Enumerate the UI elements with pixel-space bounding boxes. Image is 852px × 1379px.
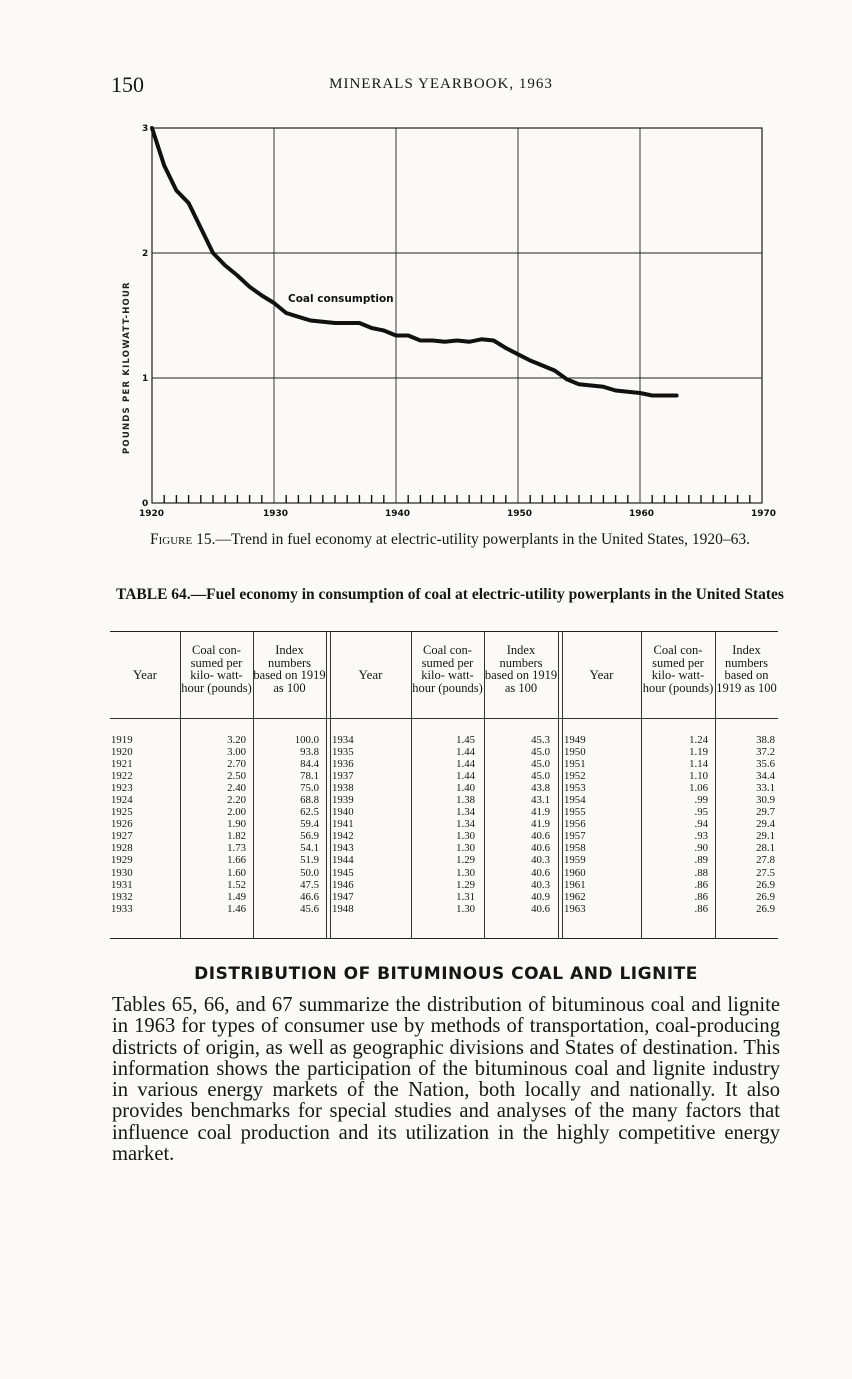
series-line-coal-consumption	[152, 128, 677, 396]
figure-caption	[110, 531, 790, 549]
page-number: 150	[111, 72, 144, 97]
y-tick-label: 2	[142, 249, 149, 259]
header-coal: Coal con- sumed per kilo- watt-hour (pounds)	[412, 643, 483, 695]
table-col-divider	[558, 632, 559, 938]
figure-label: Figure 15.	[150, 531, 216, 548]
plot-frame	[152, 128, 762, 503]
header-index: Index numbers based on 1919 as 100	[253, 643, 326, 695]
data-table	[110, 632, 778, 938]
x-tick-label: 1960	[629, 509, 655, 519]
coal-column: 1.24 1.19 1.14 1.10 1.06 .99 .95 .94 .93 .90 .89 .88 .86 .86 .86	[689, 734, 708, 915]
x-tick-label: 1950	[507, 509, 533, 519]
coal-column: 1.45 1.44 1.44 1.44 1.40 1.38 1.34 1.34 1.30 1.30 1.29 1.30 1.29 1.31 1.30	[456, 734, 475, 915]
table-header-rule	[110, 718, 778, 719]
y-tick-label: 0	[142, 499, 149, 509]
running-title: MINERALS YEARBOOK, 1963	[329, 76, 553, 92]
body-paragraph: Tables 65, 66, and 67 summarize the distribution of bituminous coal and lignite in 1963 for types of consumer use by methods of transportation, coal-producing districts of origin, as well as geographic divisions and States of destination. This information shows the participation of the bituminous coal and lignite industry in various energy markets of the Nation, both locally and nationally. It also provides benchmarks for special studies and analyses of the many factors that influence coal production and its utilization in the highly competitive energy market.	[112, 994, 780, 1166]
figure-caption-text: —Trend in fuel economy at electric-utility powerplants in the United States, 1920–63.	[215, 531, 750, 548]
y-tick-label: 3	[142, 124, 149, 134]
y-tick-label: 1	[142, 374, 149, 384]
index-column: 38.8 37.2 35.6 34.4 33.1 30.9 29.7 29.4 29.1 28.1 27.8 27.5 26.9 26.9 26.9	[756, 734, 775, 915]
header-index: Index numbers based on 1919 as 100	[484, 643, 558, 695]
x-tick-label: 1920	[139, 509, 165, 519]
index-column: 45.3 45.0 45.0 45.0 43.8 43.1 41.9 41.9 40.6 40.6 40.3 40.6 40.3 40.9 40.6	[531, 734, 550, 915]
section-title: DISTRIBUTION OF BITUMINOUS COAL AND LIGNITE	[194, 964, 698, 984]
table-bottom-rule	[110, 938, 778, 939]
chart-ticks	[164, 495, 750, 503]
y-axis-label: POUNDS PER KILOWATT-HOUR	[122, 281, 132, 454]
chart-labels	[139, 124, 776, 519]
year-column: 1919 1920 1921 1922 1923 1924 1925 1926 1927 1928 1929 1930 1931 1932 1933	[111, 734, 133, 915]
header-coal: Coal con- sumed per kilo- watt-hour (pounds)	[181, 643, 252, 695]
x-tick-label: 1940	[385, 509, 411, 519]
header-year: Year	[133, 667, 157, 682]
year-column: 1949 1950 1951 1952 1953 1954 1955 1956 1957 1958 1959 1960 1961 1962 1963	[564, 734, 586, 915]
header-index: Index numbers based on 1919 as 100	[716, 643, 777, 695]
table-col-divider	[326, 632, 327, 938]
year-column: 1934 1935 1936 1937 1938 1939 1940 1941 1942 1943 1944 1945 1946 1947 1948	[332, 734, 354, 915]
x-tick-label: 1930	[263, 509, 289, 519]
chart-grid	[152, 128, 762, 503]
header-coal: Coal con- sumed per kilo- watt-hour (pounds)	[642, 643, 714, 695]
index-column: 100.0 93.8 84.4 78.1 75.0 68.8 62.5 59.4 56.9 54.1 51.9 50.0 47.5 46.6 45.6	[294, 734, 319, 915]
chart-annotation: Coal consumption	[288, 293, 394, 305]
header-year: Year	[358, 667, 383, 682]
coal-column: 3.20 3.00 2.70 2.50 2.40 2.20 2.00 1.90 1.82 1.73 1.66 1.60 1.52 1.49 1.46	[227, 734, 246, 915]
coal-consumption-chart	[110, 114, 790, 522]
header-year: Year	[589, 667, 614, 682]
x-tick-label: 1970	[751, 509, 777, 519]
table-title: TABLE 64.—Fuel economy in consumption of coal at electric-utility powerplants in the United States	[116, 586, 784, 603]
